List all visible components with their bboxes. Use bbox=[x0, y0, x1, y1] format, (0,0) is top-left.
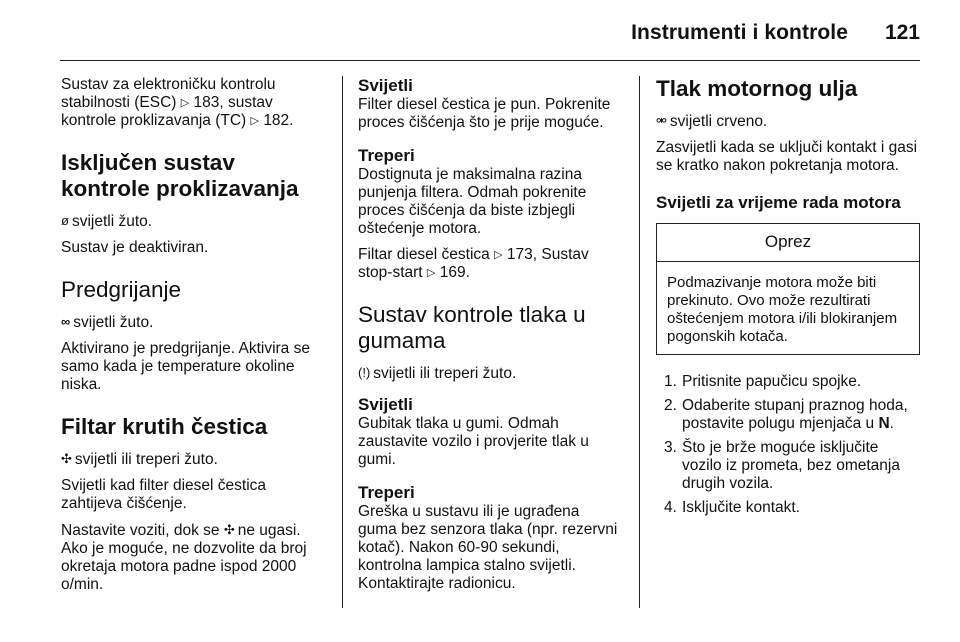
oil-pressure-icon: ⚮ bbox=[656, 113, 667, 128]
column-3: Tlak motornog ulja ⚮ svijetli crveno. Zasvijetli kada se uključi kontakt i gasi se kratko nakon pokretanja motora. Svijetli za vrijeme rada motora Oprez Podmazivanje motora može biti prekinuto. Ovo može rezultirati oštećenjem motora i/ili blokiranjem pogonskih kotača. 1. Pritisnite papučicu spojke. 2. Odaberite stupanj praznog hoda, postavite polugu mjenjača u N. 3. Što je brže moguće isključite vozilo iz prometa, bez ometanja drugih vozila. 4. Isključite kontakt. bbox=[656, 76, 920, 523]
reference-link[interactable]: 183, sustav bbox=[193, 94, 273, 111]
column-2: Svijetli Filter diesel čestica je pun. Pokrenite proces čišćenja što je prije moguće. Treperi Dostignuta je maksimalna razina punjenja filtera. Odmah pokrenite proces čišćenja da biste izbjegli oštećenje motora. Filtar diesel čestica ▷ 173, Sustav stop-start ▷ 169. Sustav kontrole tlaka u gumama (!) svijetli ili treperi žuto. Svijetli Gubitak tlaka u gumi. Odmah zaustavite vozilo i provjerite tlak u gumi. Treperi Greška u sustavu ili je ugrađena guma bez senzora tlaka (npr. rezervni kotač). Nakon 60-90 sekundi, kontrolna lampica stalno svijetli. Kontaktirajte radionicu. bbox=[358, 76, 620, 607]
column-divider bbox=[342, 76, 343, 608]
steps-list bbox=[656, 373, 920, 517]
section-title-dpf: Filtar krutih čestica bbox=[61, 414, 268, 439]
column-divider bbox=[639, 76, 640, 608]
reference-arrow-icon: ▷ bbox=[180, 97, 190, 109]
subheading-running: Svijetli za vrijeme rada motora bbox=[656, 193, 901, 212]
section-title-oil-pressure: Tlak motornog ulja bbox=[656, 76, 858, 101]
caution-text: Podmazivanje motora može biti prekinuto. Ovo može rezultirati oštećenjem motora i/ili blokiranjem pogonskih kotača. bbox=[667, 274, 898, 345]
preheat-icon: ∞ bbox=[61, 314, 71, 329]
intro-paragraph: Sustav za elektroničku kontrolu stabilnosti (ESC) ▷ 183, sustav kontrole proklizavanja (TC) ▷ 182. bbox=[61, 76, 294, 129]
reference-link[interactable]: 182. bbox=[263, 112, 294, 129]
page-header bbox=[0, 0, 960, 60]
reference-link[interactable]: 169. bbox=[439, 264, 470, 281]
subheading-lit: Svijetli bbox=[358, 76, 413, 95]
page-title: Instrumenti i kontrole bbox=[631, 21, 848, 44]
subheading-flashing: Treperi bbox=[358, 146, 415, 165]
caution-title: Oprez bbox=[657, 224, 919, 262]
column-1: Sustav za elektroničku kontrolu stabilnosti (ESC) ▷ 183, sustav kontrole proklizavanja (TC) ▷ 182. Isključen sustav kontrole proklizavanja ø svijetli žuto. Sustav je deaktiviran. Predgrijanje ∞ svijetli žuto. Aktivirano je predgrijanje. Aktivira se samo kada je temperature okoline niska. Filtar krutih čestica ✣ svijetli ili treperi žuto. Svijetli kad filter diesel čestica zahtijeva čišćenje. Nastavite voziti, dok se ✣ ne ugasi. Ako je moguće, ne dozvolite da broj okretaja motora padne ispod 2000 o/min. bbox=[61, 76, 323, 602]
esc-off-icon: ø bbox=[61, 213, 69, 228]
section-title-tpms: Sustav kontrole tlaka u gumama bbox=[358, 302, 586, 353]
reference-link[interactable]: 173, Sustav bbox=[506, 246, 589, 263]
header-divider bbox=[60, 60, 920, 61]
tpms-icon: (!) bbox=[358, 365, 371, 380]
list-item: 4. Isključite kontakt. bbox=[664, 499, 801, 516]
caution-box bbox=[656, 223, 920, 355]
dpf-icon: ✣ bbox=[223, 522, 235, 537]
subheading-flashing: Treperi bbox=[358, 483, 415, 502]
reference-arrow-icon: ▷ bbox=[250, 115, 259, 127]
list-item: 2. Odaberite stupanj praznog hoda, postavite polugu mjenjača u N. bbox=[664, 397, 908, 432]
list-item: 3. Što je brže moguće isključite vozilo iz prometa, bez ometanja drugih vozila. bbox=[664, 439, 900, 492]
section-title-esc-off: Isključen sustav kontrole proklizavanja bbox=[61, 150, 299, 201]
dpf-icon: ✣ bbox=[61, 451, 72, 466]
page-number: 121 bbox=[884, 21, 920, 44]
reference-arrow-icon: ▷ bbox=[426, 267, 436, 279]
subheading-lit: Svijetli bbox=[358, 395, 413, 414]
reference-arrow-icon: ▷ bbox=[494, 249, 503, 261]
list-item: 1. Pritisnite papučicu spojke. bbox=[664, 373, 862, 390]
section-title-preheat: Predgrijanje bbox=[61, 277, 182, 302]
